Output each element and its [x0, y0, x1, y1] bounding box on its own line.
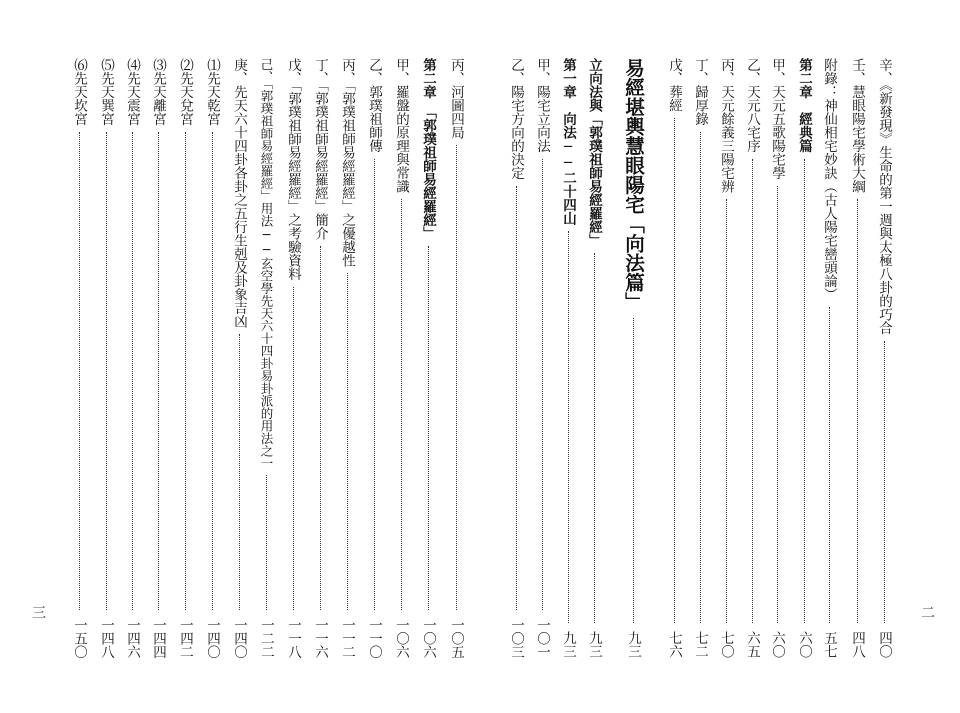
toc-entry-page: 一四二	[177, 617, 193, 658]
toc-entry-page: 六五	[744, 631, 760, 658]
leader-dots	[266, 475, 267, 609]
leader-dots	[158, 132, 159, 610]
toc-entry	[504, 58, 528, 658]
toc-entry-title: 第二章 「郭璞祖師易經羅經」	[420, 58, 436, 241]
toc-entry-title: 丙、「郭璞祖師易經羅經」之優越性	[339, 58, 355, 268]
toc-entry-title: 甲、陽宅立向法	[534, 58, 550, 153]
toc-entry	[67, 58, 91, 658]
toc-entry-title: ⑵先天兌宮	[177, 58, 193, 126]
toc-entry	[94, 58, 118, 658]
leader-dots	[542, 159, 543, 610]
toc-entry-page: 一〇六	[420, 617, 436, 658]
toc-entry	[120, 58, 144, 658]
toc-entry-page: 一〇三	[508, 617, 524, 658]
leader-dots	[804, 159, 805, 624]
toc-entry-title: ⑹先天坎宮	[71, 58, 87, 126]
toc-entry	[662, 58, 686, 658]
toc-entry-page: 一四四	[150, 617, 166, 658]
toc-entry-title: 甲、羅盤的原理與常識	[393, 58, 409, 193]
leader-dots	[374, 159, 375, 610]
toc-entry-title: 壬、慧眼陽宅學術大綱	[849, 58, 865, 193]
toc-entry-page: 一〇一	[534, 617, 550, 658]
toc-entry	[845, 58, 869, 658]
toc-entry	[765, 58, 789, 658]
toc-entry-page: 六〇	[796, 631, 812, 658]
toc-entry-page: 一一二	[339, 617, 355, 658]
toc-entry-page: 一四八	[98, 617, 114, 658]
section-title	[618, 58, 648, 658]
leader-dots	[320, 246, 321, 609]
toc-entry-title: 乙、郭璞祖師傳	[366, 58, 382, 153]
toc-entry-page: 一二二	[258, 617, 274, 658]
leader-dots	[777, 186, 778, 624]
toc-entry-title: ⑷先天震宮	[124, 58, 140, 126]
chapter-heading	[792, 58, 816, 658]
toc-entry	[444, 58, 468, 658]
toc-entry-page: 一四六	[124, 617, 140, 658]
toc-entry-title: 易經堪輿慧眼陽宅「向法篇」	[622, 58, 645, 312]
toc-entry-page: 一一八	[285, 617, 301, 658]
page-number-right: 二	[919, 605, 935, 619]
toc-entry	[872, 58, 896, 658]
leader-dots	[456, 145, 457, 610]
toc-entry-title: 丙、天元餘義三陽宅辨	[718, 58, 734, 193]
toc-entry-title: ⑸先天巽宮	[98, 58, 114, 126]
leader-dots	[401, 199, 402, 610]
toc-entry-title: 戊、葬經	[666, 58, 682, 112]
leader-dots	[700, 132, 701, 624]
toc-entry-page: 一四〇	[231, 617, 247, 658]
toc-entry-page: 九三	[586, 631, 602, 658]
toc-entry-page: 一一〇	[366, 617, 382, 658]
toc-entry	[146, 58, 170, 658]
toc-entry	[254, 58, 278, 658]
leader-dots	[633, 318, 634, 624]
toc-entry	[817, 58, 841, 658]
toc-entry-title: ⑴先天乾宮	[204, 58, 220, 126]
toc-entry-page: 七二	[692, 631, 708, 658]
toc-entry	[688, 58, 712, 658]
chapter-heading	[582, 58, 606, 658]
toc-entry	[281, 58, 305, 658]
chapter-heading	[556, 58, 580, 658]
toc-entry-title: 第一章 向法──二十四山	[560, 58, 576, 225]
toc-entry-page: 一四〇	[204, 617, 220, 658]
leader-dots	[857, 199, 858, 623]
leader-dots	[726, 199, 727, 623]
leader-dots	[428, 246, 429, 609]
toc-entry	[335, 58, 359, 658]
toc-entry-title: 甲、天元五歌陽宅學	[769, 58, 785, 180]
toc-entry-title: 己、「郭璞祖師易經羅經」用法──玄空學先天六十四卦易卦派的用法之一	[259, 58, 274, 470]
leader-dots	[594, 253, 595, 623]
toc-entry-title: 丁、歸厚錄	[692, 58, 708, 126]
toc-entry-page: 一五〇	[71, 617, 87, 658]
leader-dots	[568, 231, 569, 623]
toc-entry-title: 辛、《新發現》生命的第一週與太極八卦的巧合	[876, 58, 892, 335]
page-number-left: 三	[30, 605, 46, 619]
toc-entry-page: 七六	[666, 631, 682, 658]
leader-dots	[293, 287, 294, 610]
toc-entry-title: 丁、「郭璞祖師易經羅經」簡介	[312, 58, 328, 241]
toc-entry	[308, 58, 332, 658]
toc-entry	[227, 58, 251, 658]
leader-dots	[674, 118, 675, 623]
toc-entry-title: 第二章 經典篇	[796, 58, 812, 153]
toc-entry-title: 附錄：神仙相宅妙訣（古人陽宅巒頭論）	[821, 58, 837, 301]
toc-entry-title: 立向法與「郭璞祖師易經羅經」	[586, 58, 602, 247]
toc-entry-page: 九三	[560, 631, 576, 658]
toc-entry	[740, 58, 764, 658]
toc-entry	[173, 58, 197, 658]
toc-entry-title: 乙、陽宅方向的決定	[508, 58, 524, 180]
toc-entry	[362, 58, 386, 658]
toc-entry-page: 一〇五	[448, 617, 464, 658]
leader-dots	[829, 307, 830, 623]
leader-dots	[884, 341, 885, 623]
toc-entry-page: 一〇六	[393, 617, 409, 658]
toc-entry	[389, 58, 413, 658]
leader-dots	[347, 273, 348, 609]
leader-dots	[106, 132, 107, 610]
leader-dots	[212, 132, 213, 610]
toc-entry	[530, 58, 554, 658]
leader-dots	[239, 334, 240, 610]
toc-entry-title: ⑶先天離宮	[150, 58, 166, 126]
leader-dots	[79, 132, 80, 610]
toc-entry-page: 四八	[849, 631, 865, 658]
toc-entry-page: 六〇	[769, 631, 785, 658]
toc-entry	[714, 58, 738, 658]
toc-entry-page: 九三	[625, 631, 641, 658]
toc-entry-page: 五七	[821, 631, 837, 658]
chapter-heading	[416, 58, 440, 658]
toc-entry-title: 戊、「郭璞祖師易經羅經」之考驗資料	[285, 58, 301, 281]
toc-entry-page: 七〇	[718, 631, 734, 658]
toc-entry-title: 庚、先天六十四卦各卦之五行生剋及卦象吉凶	[231, 58, 247, 328]
toc-entry-title: 乙、天元八宅序	[744, 58, 760, 153]
toc-entry	[200, 58, 224, 658]
leader-dots	[132, 132, 133, 610]
toc-entry-page: 四〇	[876, 631, 892, 658]
leader-dots	[516, 186, 517, 610]
leader-dots	[185, 132, 186, 610]
toc-entry-page: 一一六	[312, 617, 328, 658]
toc-entry-title: 丙、河圖四局	[448, 58, 464, 139]
leader-dots	[752, 159, 753, 624]
